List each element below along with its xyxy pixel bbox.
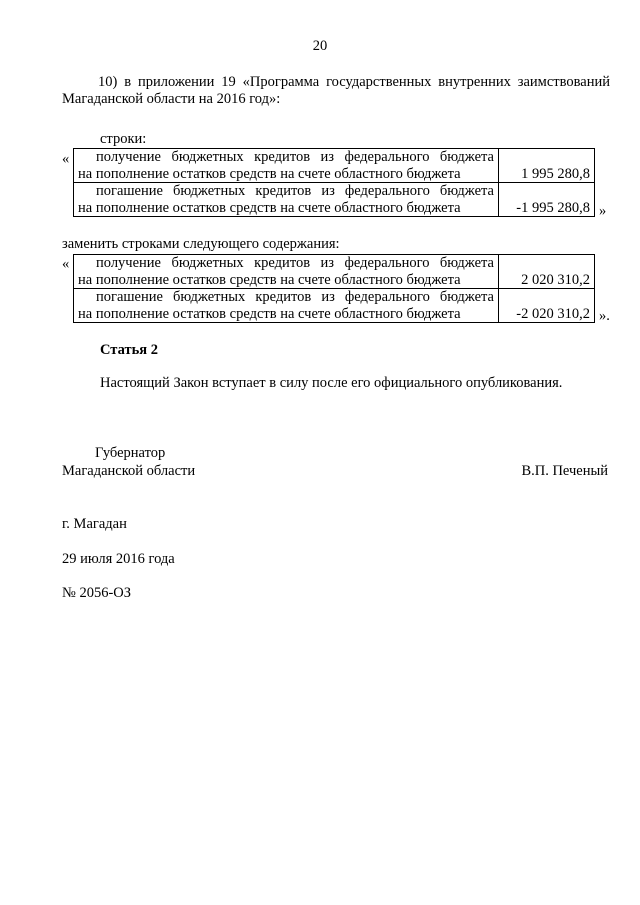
place-of-signing: г. Магадан	[62, 516, 127, 532]
row-description-line-1: получение бюджетных кредитов из федерального бюджета	[96, 149, 494, 165]
row-description-line-2: на пополнение остатков средств на счете областного бюджета	[78, 271, 461, 288]
article-text: Настоящий Закон вступает в силу после его официального опубликования.	[100, 375, 563, 391]
row-description	[74, 255, 499, 289]
new-rows-table	[73, 254, 595, 323]
row-description-line-1: погашение бюджетных кредитов из федерального бюджета	[96, 183, 494, 199]
date-of-signing: 29 июля 2016 года	[62, 551, 175, 567]
table-row	[74, 149, 595, 183]
page-number: 20	[312, 38, 328, 54]
row-value: 1 995 280,8	[499, 149, 595, 183]
table-row	[74, 183, 595, 217]
row-description-line-2: на пополнение остатков средств на счете областного бюджета	[78, 165, 461, 182]
intro-paragraph	[62, 74, 610, 108]
signatory-region: Магаданской области	[62, 463, 196, 479]
rows-label: строки:	[100, 131, 147, 147]
article-title: Статья 2	[100, 342, 158, 358]
row-description	[74, 149, 499, 183]
row-description-line-1: получение бюджетных кредитов из федерального бюджета	[96, 255, 494, 271]
row-value: -1 995 280,8	[499, 183, 595, 217]
row-description-line-1: погашение бюджетных кредитов из федерального бюджета	[96, 289, 494, 305]
signatory-name: В.П. Печеный	[521, 463, 608, 479]
replace-label: заменить строками следующего содержания:	[62, 236, 340, 252]
row-description	[74, 183, 499, 217]
table-row	[74, 289, 595, 323]
row-description-line-2: на пополнение остатков средств на счете областного бюджета	[78, 199, 461, 216]
close-quote: »	[599, 203, 607, 219]
row-description-line-2: на пополнение остатков средств на счете областного бюджета	[78, 305, 461, 322]
open-quote: «	[62, 256, 70, 272]
law-number: № 2056-ОЗ	[62, 585, 132, 601]
table-row	[74, 255, 595, 289]
open-quote: «	[62, 151, 70, 167]
row-description	[74, 289, 499, 323]
close-quote: ».	[599, 308, 610, 324]
intro-line-2: Магаданской области на 2016 год»:	[62, 91, 281, 107]
signatory-title: Губернатор	[95, 445, 166, 461]
row-value: -2 020 310,2	[499, 289, 595, 323]
row-value: 2 020 310,2	[499, 255, 595, 289]
intro-line-1: 10) в приложении 19 «Программа государственных внутренних заимствований	[98, 74, 610, 90]
old-rows-table	[73, 148, 595, 217]
